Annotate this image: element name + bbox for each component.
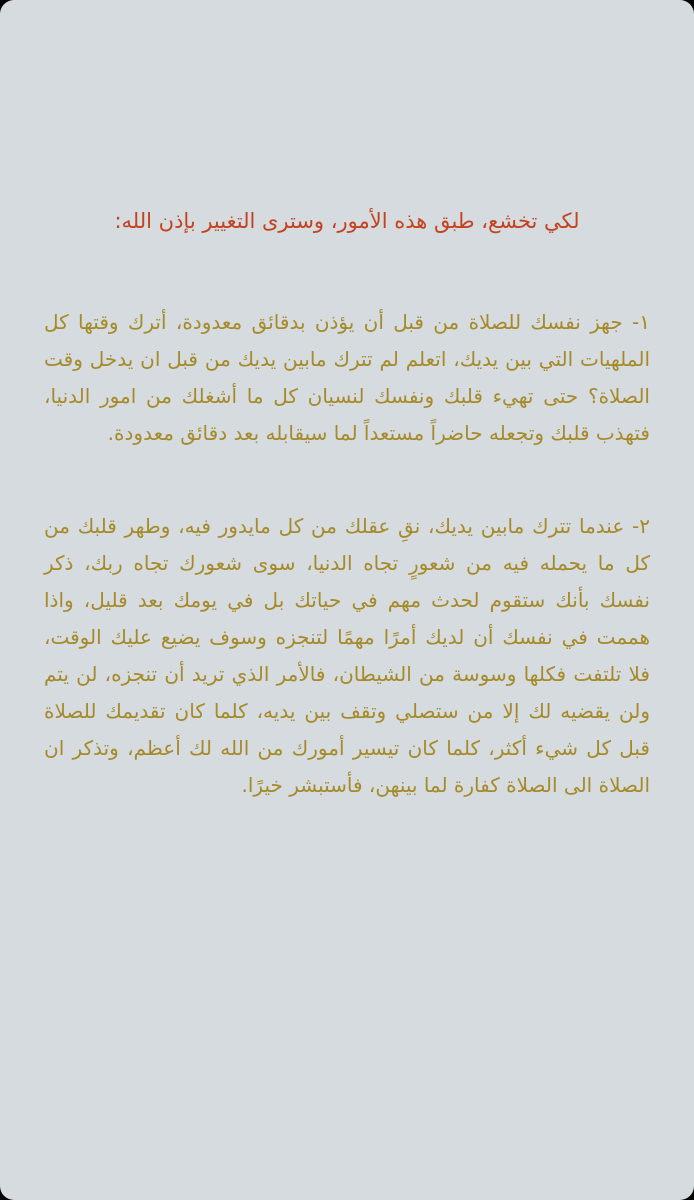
story-text-content xyxy=(44,200,650,804)
paragraph-1: ١- جهز نفسك للصلاة من قبل أن يؤذن بدقائق معدودة، أترك وقتها كل الملهيات التي بين يديك، اتعلم لم تترك مابين يديك من قبل ان يدخل وقت الصلاة؟ حتى تهيء قلبك ونفسك لنسيان كل ما أشغلك من امور الدنيا، فتهذب قلبك وتجعله حاضراً مستعداً لما سيقابله بعد دقائق معدودة. xyxy=(44,310,650,445)
paragraph-2: ٢- عندما تترك مابين يديك، نقِ عقلك من كل مايدور فيه، وطهر قلبك من كل ما يحمله فيه من شعورٍ تجاه الدنيا، سوى شعورك تجاه ربك، ذكر نفسك بأنك ستقوم لحدث مهم في حياتك بل في يومك بعد قليل، واذا هممت في نفسك أن لديك أمرًا مهمًا لتنجزه وسوف يضيع عليك الوقت، فلا تلتفت فكلها وسوسة من الشيطان، فالأمر الذي تريد أن تنجزه، لن يتم ولن يقضيه لك إلا من ستصلي وتقف بين يديه، كلما كان تقديمك للصلاة قبل كل شيء أكثر، كلما كان تيسير أمورك من الله لك أعظم، وتذكر ان الصلاة الى الصلاة كفارة لما بينهن، فأستبشر خيرًا. xyxy=(44,514,650,797)
story-heading: لكي تخشع، طبق هذه الأمور، وسترى التغيير بإذن الله: xyxy=(114,209,580,233)
